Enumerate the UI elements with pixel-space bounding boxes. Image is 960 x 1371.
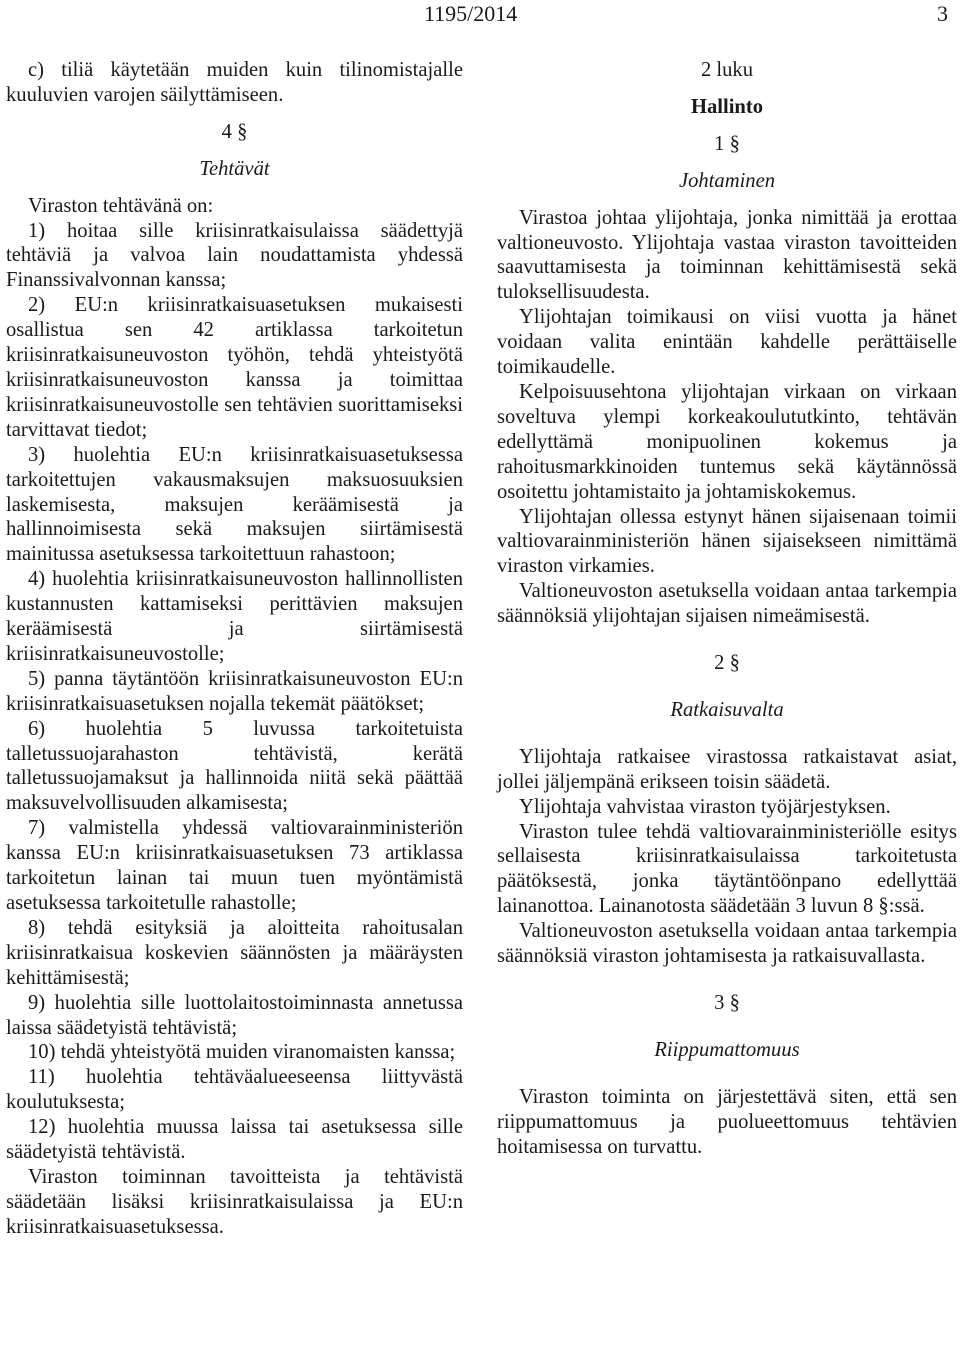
right-column bbox=[497, 60, 957, 1160]
list-item: 11) huolehtia tehtäväalueeseensa liittyvästä koulutuksesta; bbox=[6, 1066, 463, 1114]
list-item: 12) huolehtia muussa laissa tai asetuksessa sille säädetyistä tehtävistä. bbox=[6, 1116, 463, 1164]
list-item: 4) huolehtia kriisinratkaisuneuvoston hallinnollisten kustannusten kattamiseksi perittävien maksujen keräämisestä ja siirtämisestä kriisinratkaisuneuvostolle; bbox=[6, 568, 463, 665]
section-1-paragraph: Ylijohtajan ollessa estynyt hänen sijaisenaan toimii valtiovarainministeriön hänen sijaisekseen nimittämä viraston virkamies. bbox=[497, 505, 957, 578]
left-column bbox=[6, 60, 463, 1240]
section-1-paragraph: Kelpoisuusehtona ylijohtajan virkaan on virkaan soveltuva ylempi korkeakoulututkinto, tehtävän edellyttämä monipuolinen kokemus ja rahoitusmarkkinoiden tuntemus sekä käytännössä osoitettu johtamistaito ja johtamiskokemus. bbox=[497, 380, 957, 503]
paragraph-c: c) tiliä käytetään muiden kuin tilinomistajalle kuuluvien varojen säilyttämiseen. bbox=[6, 59, 463, 106]
list-item: 1) hoitaa sille kriisinratkaisulaissa säädettyjä tehtäviä ja valvoa lain noudattamista yhdessä Finanssivalvonnan kanssa; bbox=[6, 219, 463, 292]
section-2-paragraph: Viraston tulee tehdä valtiovarainministeriölle esitys sellaisesta kriisinratkaisulaissa tarkoitetusta päätöksestä, jonka täytäntöönpano edellyttää lainanottoa. Lainanotosta säädetään 3 luvun 8 §:ssä. bbox=[497, 820, 957, 918]
list-item: 5) panna täytäntöön kriisinratkaisuneuvoston EU:n kriisinratkaisuasetuksen nojalla tekemät päätökset; bbox=[6, 667, 463, 715]
section-4-number: 4 § bbox=[221, 120, 248, 143]
list-item: 9) huolehtia sille luottolaitostoiminnasta annetussa laissa säädetyistä tehtävistä; bbox=[6, 991, 463, 1039]
list-item: 6) huolehtia 5 luvussa tarkoitetuista talletussuojarahaston tehtävistä, kerätä talletussuojamaksut ja hallinnoida niitä sekä päättää maksuvelvollisuuden alkamisesta; bbox=[6, 717, 463, 815]
section-1-title: Johtaminen bbox=[678, 169, 776, 192]
section-3-title: Riippumattomuus bbox=[654, 1038, 800, 1061]
section-3-paragraph: Viraston toiminta on järjestettävä siten, että sen riippumattomuus ja puolueettomuus tehtävien hoitamisessa on turvattu. bbox=[497, 1085, 957, 1158]
chapter-number: 2 luku bbox=[700, 59, 754, 81]
page-header bbox=[0, 0, 960, 30]
section-1-number: 1 § bbox=[714, 132, 740, 155]
list-item: 8) tehdä esityksiä ja aloitteita rahoitusalan kriisinratkaisua koskevien säännösten ja määräysten kehittämisestä; bbox=[6, 916, 463, 989]
section-4-closing: Viraston toiminnan tavoitteista ja tehtävistä säädetään lisäksi kriisinratkaisulaissa ja EU:n kriisinratkaisuasetuksessa. bbox=[6, 1165, 463, 1238]
section-2-title: Ratkaisuvalta bbox=[670, 698, 784, 721]
section-3-number: 3 § bbox=[714, 992, 740, 1014]
section-2-number: 2 § bbox=[714, 652, 740, 675]
section-2-paragraph: Ylijohtaja ratkaisee virastossa ratkaistavat asiat, jollei jäljempänä erikseen toisin säädetä. bbox=[497, 745, 957, 793]
section-1-paragraph: Valtioneuvoston asetuksella voidaan antaa tarkempia säännöksiä ylijohtajan sijaisen nimeämisestä. bbox=[497, 580, 957, 628]
section-4-intro: Viraston tehtävänä on: bbox=[28, 194, 214, 217]
section-2-paragraph: Valtioneuvoston asetuksella voidaan antaa tarkempia säännöksiä viraston johtamisesta ja ratkaisuvallasta. bbox=[497, 920, 957, 968]
chapter-title: Hallinto bbox=[690, 95, 764, 118]
list-item: 2) EU:n kriisinratkaisuasetuksen mukaisesti osallistua sen 42 artiklassa tarkoitetun kriisinratkaisuneuvoston työhön, tehdä yhteistyötä kriisinratkaisuneuvoston kanssa ja toimittaa kriisinratkaisuneuvostolle sen tehtävien suorittamiseksi tarvittavat tiedot; bbox=[6, 294, 463, 441]
page-number: 3 bbox=[937, 1, 948, 26]
list-item: 7) valmistella yhdessä valtiovarainministeriön kanssa EU:n kriisinratkaisuasetuksen 73 artiklassa tarkoitetun lainan tai muun tuen myöntämistä asetuksessa tarkoitetulle rahastolle; bbox=[6, 817, 463, 914]
section-1-paragraph: Ylijohtajan toimikausi on viisi vuotta ja hänet voidaan valita enintään kahdelle perättäiselle toimikaudelle. bbox=[497, 306, 957, 379]
list-item: 3) huolehtia EU:n kriisinratkaisuasetuksessa tarkoitettujen vakausmaksujen maksuosuuksien laskemisesta, maksujen keräämisestä ja hallinnoimisesta sekä maksujen siirtämisestä mainitussa asetuksessa tarkoitettuun rahastoon; bbox=[6, 443, 463, 566]
document-number: 1195/2014 bbox=[424, 1, 518, 26]
list-item: 10) tehdä yhteistyötä muiden viranomaisten kanssa; bbox=[28, 1041, 456, 1064]
section-2-paragraph: Ylijohtaja vahvistaa viraston työjärjestyksen. bbox=[519, 795, 891, 818]
section-4-title: Tehtävät bbox=[199, 157, 270, 180]
section-1-paragraph: Virastoa johtaa ylijohtaja, jonka nimittää ja erottaa valtioneuvosto. Ylijohtaja vastaa viraston tavoitteiden saavuttamisesta ja toiminnan kehittämisestä sekä tuloksellisuudesta. bbox=[497, 206, 957, 304]
